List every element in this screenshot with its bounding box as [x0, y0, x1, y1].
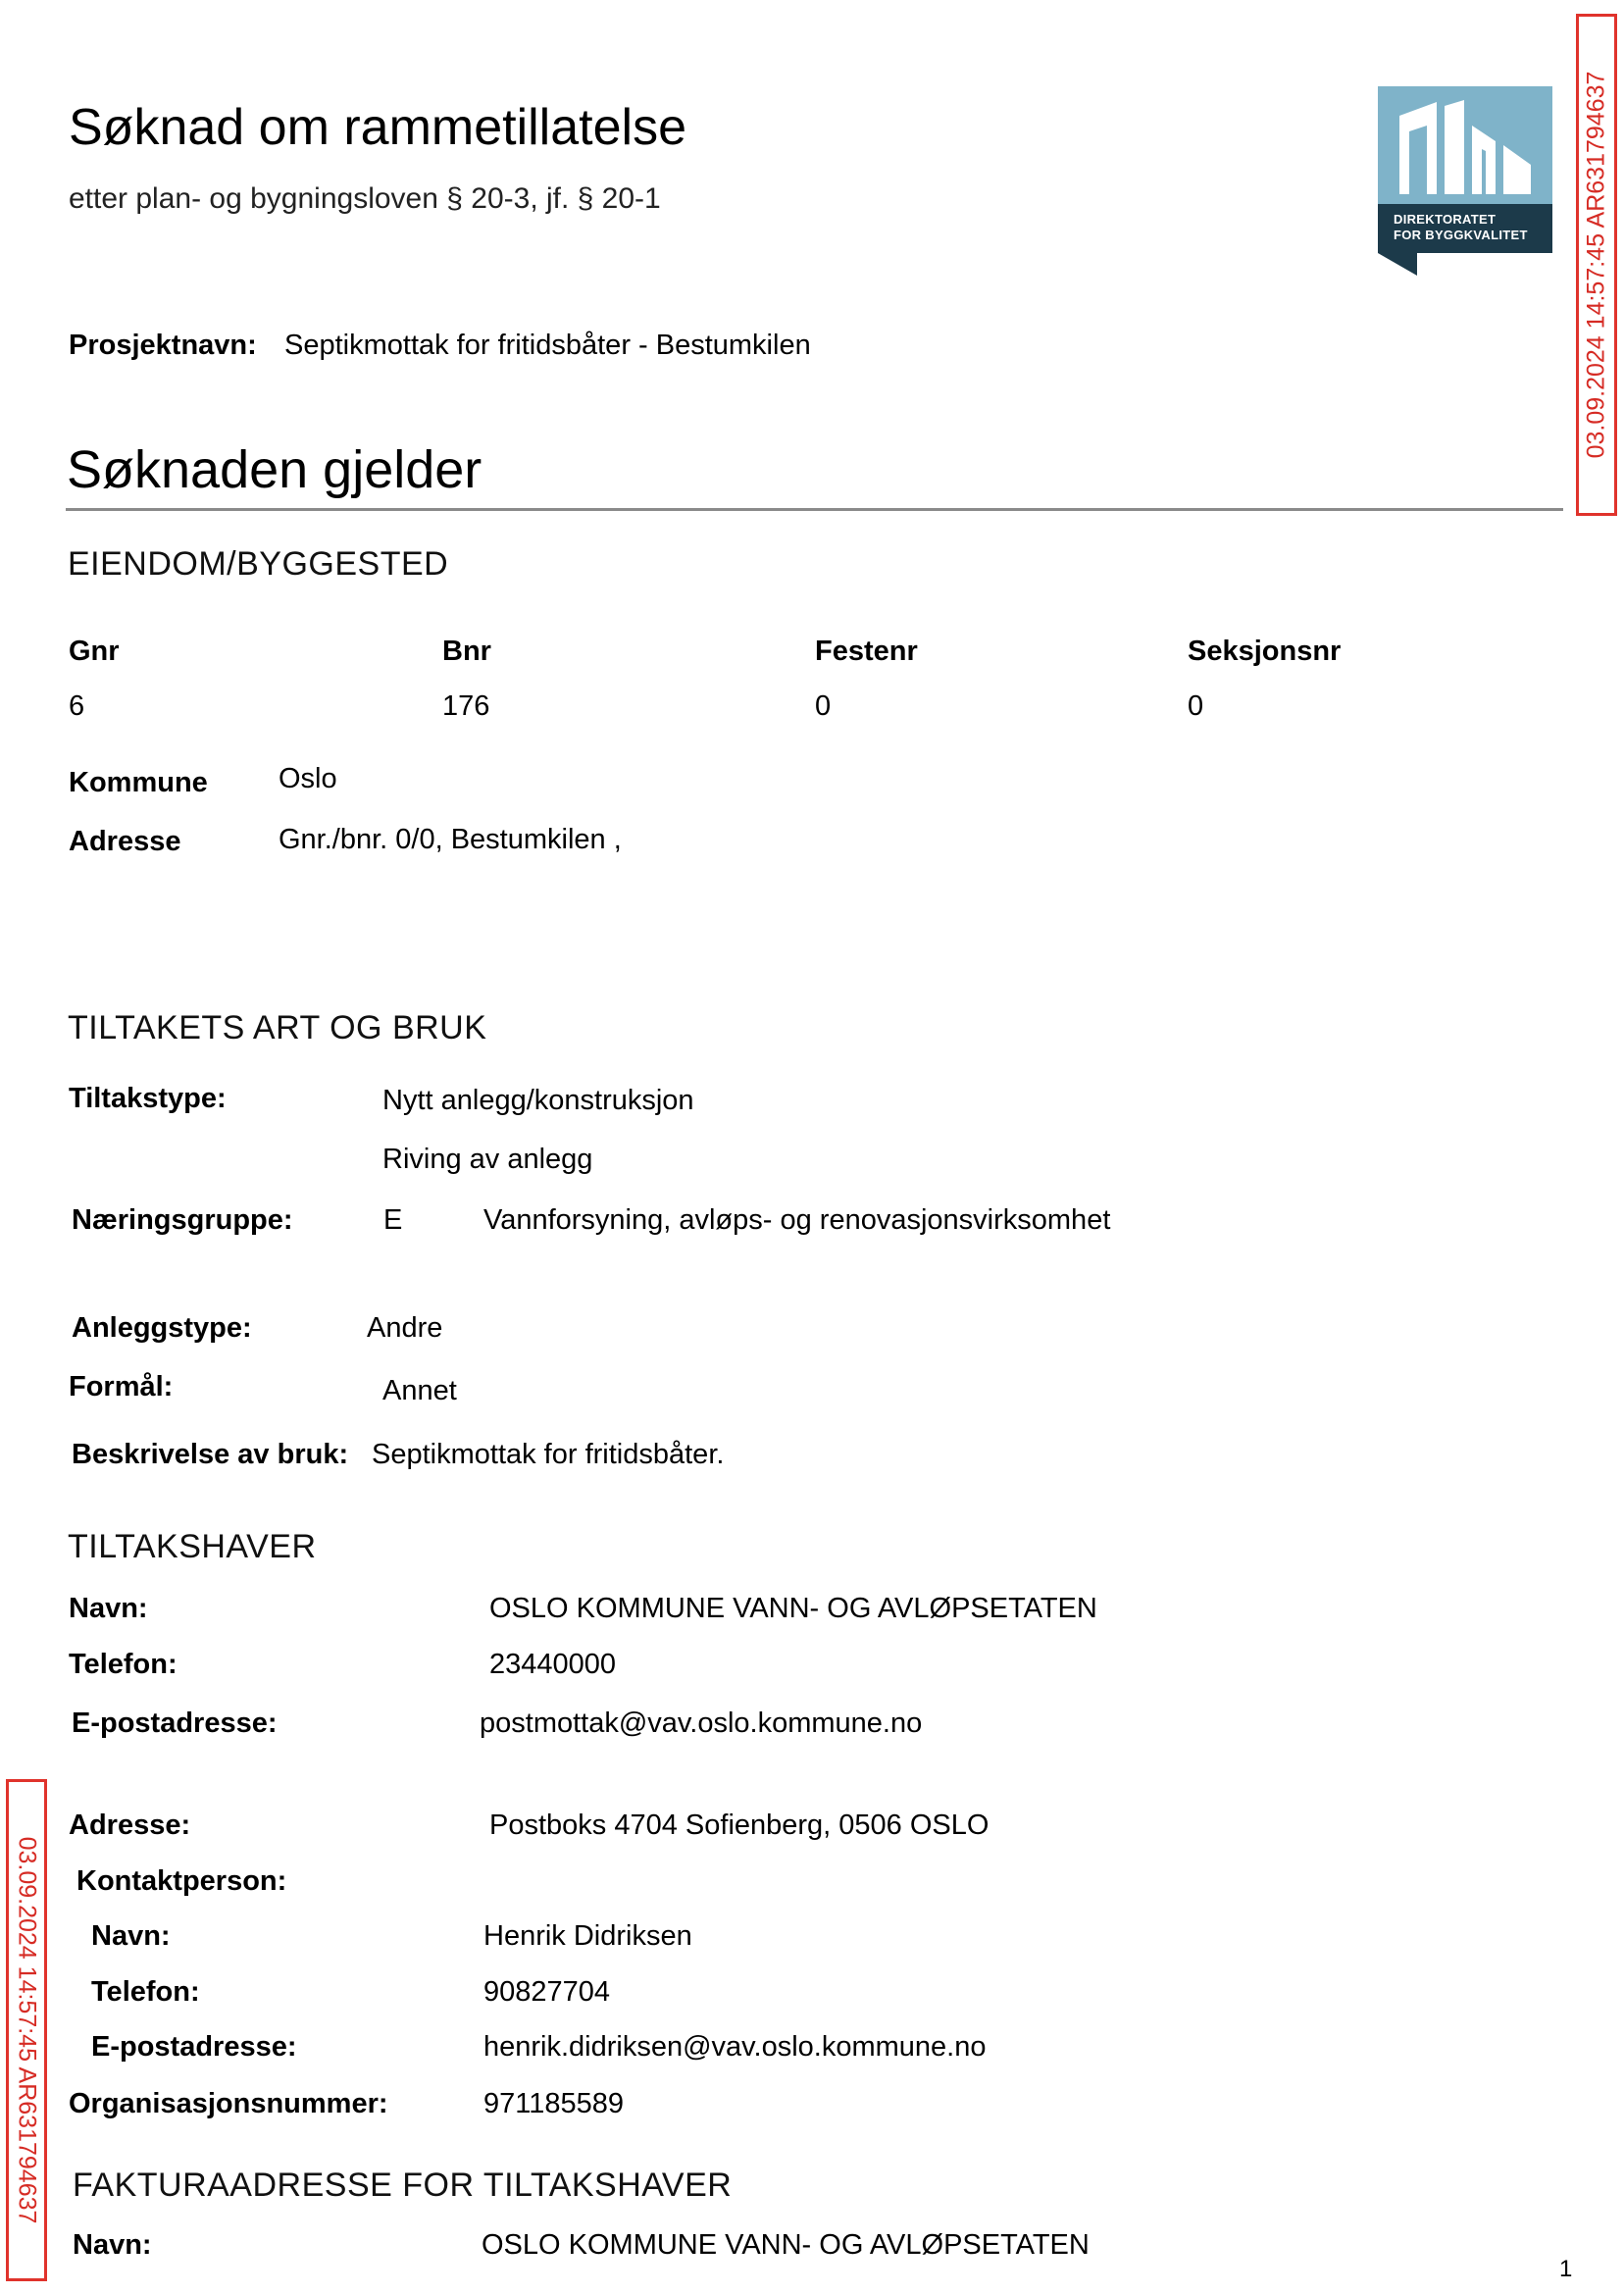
kontakt-epost-value: henrik.didriksen@vav.oslo.kommune.no	[483, 2031, 987, 2063]
kontakt-navn-value: Henrik Didriksen	[483, 1920, 692, 1952]
gnr-value: 6	[69, 690, 85, 722]
faktura-heading: FAKTURAADRESSE FOR TILTAKSHAVER	[73, 2167, 733, 2204]
tiltakshaver-heading: TILTAKSHAVER	[68, 1528, 317, 1565]
kontaktperson-label: Kontaktperson:	[76, 1865, 287, 1897]
tiltakstype-label: Tiltakstype:	[69, 1083, 227, 1114]
kontakt-telefon-label: Telefon:	[91, 1976, 200, 2008]
kontakt-epost-label: E-postadresse:	[91, 2031, 297, 2063]
section-title: Søknaden gjelder	[67, 440, 482, 499]
gnr-label: Gnr	[69, 636, 120, 667]
anleggstype-value: Andre	[367, 1312, 443, 1344]
timestamp-stamp-text: 03.09.2024 14:57:45 AR631794637	[13, 1836, 41, 2224]
bnr-label: Bnr	[442, 636, 491, 667]
document-subtitle: etter plan- og bygningsloven § 20-3, jf. § 20-1	[69, 182, 661, 215]
timestamp-stamp-top	[1576, 14, 1617, 516]
tiltakshaver-adresse-value: Postboks 4704 Sofienberg, 0506 OSLO	[489, 1810, 990, 1841]
beskrivelse-value: Septikmottak for fritidsbåter.	[372, 1439, 725, 1470]
project-name-value: Septikmottak for fritidsbåter - Bestumkilen	[284, 330, 811, 361]
kontakt-navn-label: Navn:	[91, 1920, 171, 1952]
tiltakshaver-epost-label: E-postadresse:	[72, 1708, 278, 1739]
festenr-label: Festenr	[815, 636, 918, 667]
timestamp-stamp-bottom	[6, 1779, 47, 2281]
kontakt-telefon-value: 90827704	[483, 1976, 611, 2008]
adresse-value: Gnr./bnr. 0/0, Bestumkilen ,	[279, 824, 622, 855]
adresse-label: Adresse	[69, 826, 181, 857]
kommune-value: Oslo	[279, 763, 337, 794]
bnr-value: 176	[442, 690, 490, 722]
project-name-label: Prosjektnavn:	[69, 330, 257, 361]
naeringsgruppe-label: Næringsgruppe:	[72, 1204, 293, 1236]
naeringsgruppe-code: E	[383, 1204, 403, 1236]
faktura-navn-label: Navn:	[73, 2229, 152, 2261]
logo-icon	[1378, 86, 1552, 276]
beskrivelse-label: Beskrivelse av bruk:	[72, 1439, 349, 1470]
document-title: Søknad om rammetillatelse	[69, 99, 686, 156]
organisasjonsnummer-value: 971185589	[483, 2088, 625, 2119]
timestamp-stamp-text: 03.09.2024 14:57:45 AR631794637	[1582, 71, 1610, 459]
anleggstype-label: Anleggstype:	[72, 1312, 252, 1344]
dibk-logo	[1378, 86, 1552, 276]
faktura-navn-value: OSLO KOMMUNE VANN- OG AVLØPSETATEN	[482, 2229, 1090, 2261]
seksjonsnr-value: 0	[1188, 690, 1204, 722]
seksjonsnr-label: Seksjonsnr	[1188, 636, 1342, 667]
festenr-value: 0	[815, 690, 832, 722]
formal-label: Formål:	[69, 1371, 174, 1402]
naeringsgruppe-value: Vannforsyning, avløps- og renovasjonsvirksomhet	[483, 1204, 1111, 1236]
tiltakshaver-adresse-label: Adresse:	[69, 1810, 191, 1841]
tiltakshaver-telefon-value: 23440000	[489, 1649, 617, 1680]
formal-value: Annet	[382, 1375, 457, 1406]
tiltakshaver-telefon-label: Telefon:	[69, 1649, 178, 1680]
tiltakshaver-epost-value: postmottak@vav.oslo.kommune.no	[480, 1708, 923, 1739]
eiendom-heading: EIENDOM/BYGGESTED	[68, 545, 449, 583]
page-number: 1	[1559, 2256, 1573, 2282]
tiltakshaver-navn-label: Navn:	[69, 1593, 148, 1624]
tiltak-heading: TILTAKETS ART OG BRUK	[68, 1009, 487, 1046]
section-divider	[66, 508, 1563, 511]
kommune-label: Kommune	[69, 767, 208, 798]
organisasjonsnummer-label: Organisasjonsnummer:	[69, 2088, 388, 2119]
tiltakshaver-navn-value: OSLO KOMMUNE VANN- OG AVLØPSETATEN	[489, 1593, 1097, 1624]
logo-text-line1: DIREKTORATET	[1394, 212, 1497, 227]
logo-text-line2: FOR BYGGKVALITET	[1394, 228, 1528, 242]
tiltakstype-value-2: Riving av anlegg	[382, 1144, 593, 1175]
tiltakstype-value-1: Nytt anlegg/konstruksjon	[382, 1085, 694, 1116]
